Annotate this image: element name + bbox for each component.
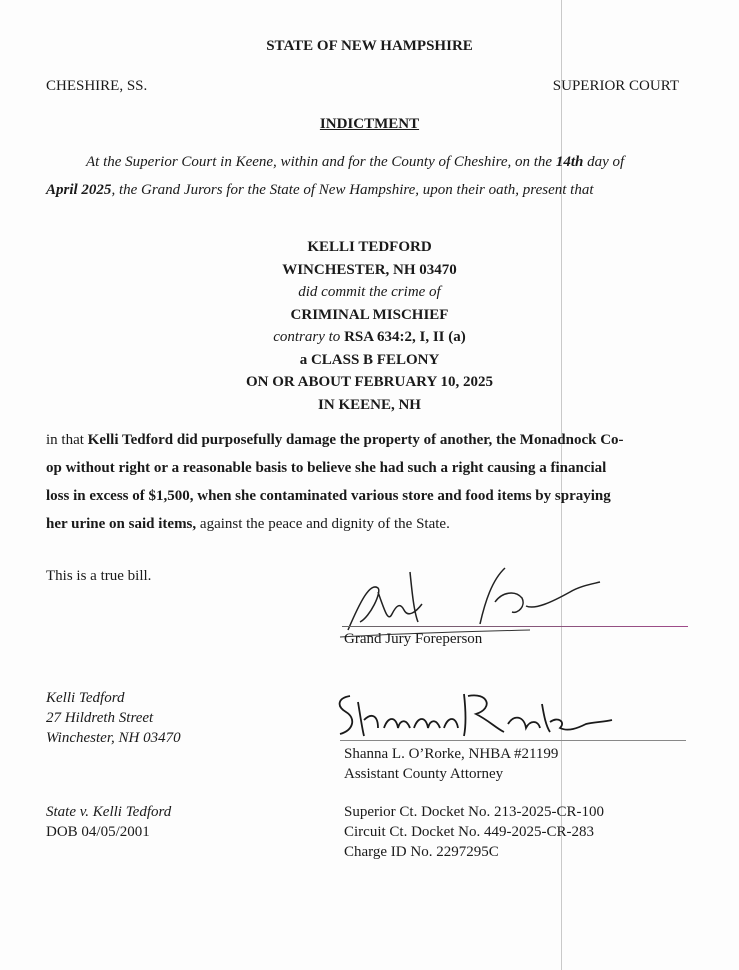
circuit-docket: Circuit Ct. Docket No. 449-2025-CR-283 — [344, 824, 594, 840]
opening-date: April 2025 — [46, 182, 112, 198]
charge-paragraph — [46, 426, 706, 538]
attorney-name: Shanna L. O’Rorke, NHBA #21199 — [344, 746, 559, 762]
felony-class: a CLASS B FELONY — [299, 351, 440, 368]
opening-line1-end: day of — [583, 154, 625, 170]
charge-line1: Kelli Tedford did purposefully damage the property of another, the Monadnock Co- — [87, 432, 624, 448]
charge-id: Charge ID No. 2297295C — [344, 844, 499, 860]
true-bill: This is a true bill. — [46, 568, 152, 584]
opening-line2: , the Grand Jurors for the State of New Hampshire, upon their oath, present that — [111, 182, 594, 198]
charge-line4-end: against the peace and dignity of the State. — [196, 516, 450, 532]
opening-line1: At the Superior Court in Keene, within and for the County of Cheshire, on the — [86, 154, 556, 170]
indictment-caption — [0, 236, 739, 416]
docket-block — [344, 802, 604, 862]
document-title: INDICTMENT — [319, 116, 420, 132]
superior-docket: Superior Ct. Docket No. 213-2025-CR-100 — [344, 804, 604, 820]
attorney-title: Assistant County Attorney — [344, 766, 504, 782]
case-block — [46, 802, 171, 842]
charge-intro: in that — [46, 432, 88, 448]
statute: RSA 634:2, I, II (a) — [344, 329, 466, 345]
crime-name: CRIMINAL MISCHIEF — [290, 306, 449, 323]
charge-line4: her urine on said items, — [46, 516, 197, 532]
offense-place: IN KEENE, NH — [318, 396, 421, 413]
county-label: CHESHIRE, SS. — [46, 78, 148, 94]
opening-day: 14th — [555, 154, 584, 170]
state-heading: STATE OF NEW HAMPSHIRE — [266, 38, 473, 54]
opening-paragraph — [46, 148, 696, 204]
attorney-block — [344, 744, 558, 784]
charge-line2: op without right or a reasonable basis to believe she had such a right causing a financial — [46, 460, 607, 476]
commit-text: did commit the crime of — [298, 284, 441, 300]
charge-line3: loss in excess of $1,500, when she contaminated various store and food items by spraying — [46, 488, 611, 504]
contrary-text: contrary to — [273, 329, 341, 345]
court-label: SUPERIOR COURT — [552, 78, 679, 94]
defendant-address — [46, 688, 181, 748]
defendant-town: WINCHESTER, NH 03470 — [282, 261, 457, 278]
defendant-name: KELLI TEDFORD — [307, 239, 432, 255]
attorney-signature-icon — [328, 684, 618, 746]
defendant-dob: DOB 04/05/2001 — [46, 824, 150, 840]
foreperson-label: Grand Jury Foreperson — [344, 631, 483, 647]
case-caption: State v. Kelli Tedford — [46, 804, 172, 820]
address-name: Kelli Tedford — [46, 690, 125, 706]
offense-date: ON OR ABOUT FEBRUARY 10, 2025 — [246, 374, 493, 390]
address-street: 27 Hildreth Street — [46, 710, 154, 726]
address-city: Winchester, NH 03470 — [46, 730, 181, 746]
attorney-signature-line — [340, 740, 686, 741]
